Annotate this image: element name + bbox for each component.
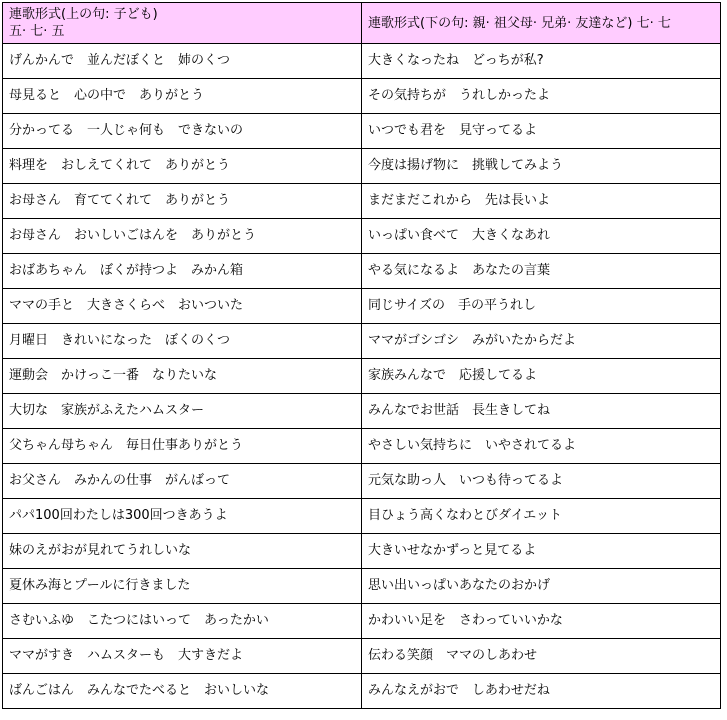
upper-verse-cell: 妹のえがおが見れてうれしいな — [3, 534, 362, 569]
lower-verse-cell: 家族みんなで 応援してるよ — [362, 359, 721, 394]
header-upper-line2: 五· 七· 五 — [9, 24, 65, 39]
table-row — [3, 254, 721, 289]
lower-verse-cell: ママがゴシゴシ みがいたからだよ — [362, 324, 721, 359]
lower-verse-cell: みんなでお世話 長生きしてね — [362, 394, 721, 429]
upper-verse-cell: ばんごはん みんなでたべると おいしいな — [3, 674, 362, 709]
lower-verse-cell: いつでも君を 見守ってるよ — [362, 114, 721, 149]
header-lower-verse: 連歌形式(下の句: 親· 祖父母· 兄弟· 友達など) 七· 七 — [362, 3, 721, 44]
table-row — [3, 289, 721, 324]
upper-verse-cell: 運動会 かけっこ一番 なりたいな — [3, 359, 362, 394]
upper-verse-cell: さむいふゆ こたつにはいって あったかい — [3, 604, 362, 639]
table-row — [3, 534, 721, 569]
lower-verse-cell: いっぱい食べて 大きくなあれ — [362, 219, 721, 254]
table-row — [3, 324, 721, 359]
upper-verse-cell: 分かってる 一人じゃ何も できないの — [3, 114, 362, 149]
upper-verse-cell: パパ100回わたしは300回つきあうよ — [3, 499, 362, 534]
lower-verse-cell: 元気な助っ人 いつも待ってるよ — [362, 464, 721, 499]
lower-verse-cell: みんなえがおで しあわせだね — [362, 674, 721, 709]
table-row — [3, 499, 721, 534]
upper-verse-cell: お母さん 育ててくれて ありがとう — [3, 184, 362, 219]
table-row — [3, 604, 721, 639]
upper-verse-cell: 大切な 家族がふえたハムスター — [3, 394, 362, 429]
header-row — [3, 3, 721, 44]
lower-verse-cell: かわいい足を さわっていいかな — [362, 604, 721, 639]
lower-verse-cell: 目ひょう高くなわとびダイエット — [362, 499, 721, 534]
upper-verse-cell: ママがすき ハムスターも 大すきだよ — [3, 639, 362, 674]
lower-verse-cell: 思い出いっぱいあなたのおかげ — [362, 569, 721, 604]
header-upper-line1: 連歌形式(上の句: 子ども) — [9, 7, 158, 22]
upper-verse-cell: 夏休み海とプールに行きました — [3, 569, 362, 604]
table-row — [3, 464, 721, 499]
table-row — [3, 114, 721, 149]
lower-verse-cell: 伝わる笑顔 ママのしあわせ — [362, 639, 721, 674]
table-row — [3, 674, 721, 709]
lower-verse-cell: 大きいせなかずっと見てるよ — [362, 534, 721, 569]
renga-table — [2, 2, 721, 709]
upper-verse-cell: おばあちゃん ぼくが持つよ みかん箱 — [3, 254, 362, 289]
table-row — [3, 639, 721, 674]
lower-verse-cell: まだまだこれから 先は長いよ — [362, 184, 721, 219]
table-row — [3, 149, 721, 184]
lower-verse-cell: 今度は揚げ物に 挑戦してみよう — [362, 149, 721, 184]
upper-verse-cell: げんかんで 並んだぼくと 姉のくつ — [3, 44, 362, 79]
upper-verse-cell: お父さん みかんの仕事 がんばって — [3, 464, 362, 499]
lower-verse-cell: 同じサイズの 手の平うれし — [362, 289, 721, 324]
upper-verse-cell: 母見ると 心の中で ありがとう — [3, 79, 362, 114]
table-row — [3, 359, 721, 394]
table-row — [3, 184, 721, 219]
lower-verse-cell: その気持ちが うれしかったよ — [362, 79, 721, 114]
table-row — [3, 44, 721, 79]
table-row — [3, 219, 721, 254]
table-row — [3, 79, 721, 114]
lower-verse-cell: やさしい気持ちに いやされてるよ — [362, 429, 721, 464]
lower-verse-cell: やる気になるよ あなたの言葉 — [362, 254, 721, 289]
upper-verse-cell: ママの手と 大きさくらべ おいついた — [3, 289, 362, 324]
upper-verse-cell: お母さん おいしいごはんを ありがとう — [3, 219, 362, 254]
header-upper-verse — [3, 3, 362, 44]
renga-sheet — [2, 2, 720, 709]
table-row — [3, 569, 721, 604]
upper-verse-cell: 父ちゃん母ちゃん 毎日仕事ありがとう — [3, 429, 362, 464]
upper-verse-cell: 料理を おしえてくれて ありがとう — [3, 149, 362, 184]
table-row — [3, 429, 721, 464]
lower-verse-cell: 大きくなったね どっちが私? — [362, 44, 721, 79]
table-row — [3, 394, 721, 429]
upper-verse-cell: 月曜日 きれいになった ぼくのくつ — [3, 324, 362, 359]
